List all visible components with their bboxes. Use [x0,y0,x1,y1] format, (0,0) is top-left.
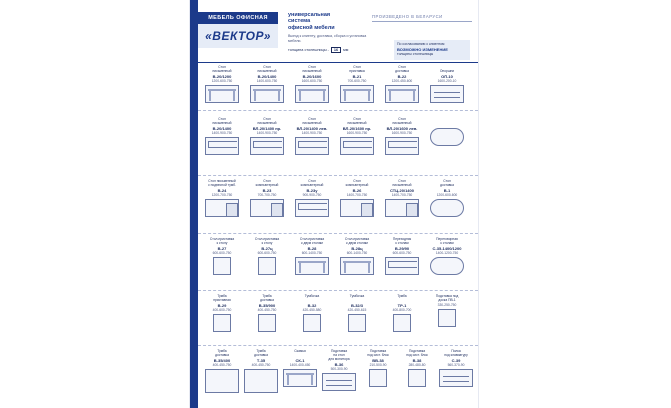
product-code: В-28ц [351,246,363,251]
product-item [247,238,287,275]
note-line-3: толщины столешницы [397,51,434,56]
product-code: В-23 [262,188,272,193]
product-item [382,238,422,275]
product-illustration [258,314,276,332]
product-item [382,295,422,332]
thickness-info [288,47,348,53]
product-title: Стол доставка [440,179,454,187]
row-divider [198,110,478,111]
product-code: В-32/3 [350,303,363,308]
product-code: С-39 [451,358,461,363]
product-code: В-28 [307,246,317,251]
product-title: Тумба доставка [260,294,274,302]
product-title: Тумба доставка [215,349,229,357]
brand-band: МЕБЕЛЬ ОФИСНАЯ [198,12,278,24]
product-dimensions: 600-1400-750 [346,251,368,255]
product-dimensions: 400-450-750 [251,363,271,367]
product-item [337,238,377,275]
catalog-divider-top [198,62,478,63]
product-title: Опоршни [439,68,455,73]
product-code: СК-1 [295,358,305,363]
product-illustration [408,369,426,387]
thickness-label: толщина столешницы - [288,48,329,52]
product-item [202,350,242,393]
product-title: Тумбочка [304,294,320,298]
product-item [292,295,332,332]
brand-logo-box [198,24,278,48]
row-divider [198,345,478,346]
product-illustration [205,369,239,393]
brand-logo: «ВЕКТОР» [205,29,271,43]
product-illustration [340,199,374,217]
product-illustration [340,137,374,155]
product-item [202,295,242,332]
product-item [337,66,377,103]
product-dimensions: 330-250-750 [437,303,457,307]
product-illustration [385,85,419,103]
product-dimensions: 1200-700-750 [211,193,233,197]
product-title: Подставка под доска ПВ-1 [435,294,459,302]
product-dimensions: 1400-400-450 [289,363,311,367]
product-code: ВЛ-20/1600 пр. [342,126,372,131]
product-item [358,350,398,387]
product-code: В-21 [352,74,362,79]
product-dimensions: 600-1400-750 [301,251,323,255]
product-dimensions: 420-450-615 [347,308,367,312]
product-illustration [439,369,473,387]
product-dimensions: 1600-600-750 [301,79,323,83]
product-illustration [385,137,419,155]
product-code: ВЛ-20/1400 лев. [296,126,328,131]
product-item [382,66,422,103]
product-illustration [250,137,284,155]
note-box [394,40,470,60]
note-emphasis: ВОЗМОЖНО ИЗМЕНЕНИЕ [397,46,448,52]
catalog-page [190,0,478,408]
product-title: Стол письменный [302,65,322,73]
product-code: В-27 [217,246,227,251]
product-illustration [438,309,456,327]
product-item [202,180,242,217]
product-title: Тумба [397,294,407,298]
product-code: Т-35 [256,358,266,363]
thickness-value: 16 [331,47,341,53]
product-illustration [340,85,374,103]
product-illustration [393,314,411,332]
product-item [241,350,281,393]
product-illustration [430,199,464,217]
product-item [202,118,242,155]
product-item [427,118,467,146]
product-item [337,118,377,155]
product-dimensions: 700-700-750 [257,193,277,197]
product-dimensions: 1400-700-750 [391,193,413,197]
product-illustration [295,137,329,155]
product-title [427,118,467,126]
product-title: Тумбочка [349,294,365,298]
product-illustration [205,137,239,155]
product-code: ВВ-38 [372,358,384,363]
product-title: Стол письменный [257,117,277,125]
product-code: ВЛ-20/1600 лев. [386,126,418,131]
product-illustration [322,373,356,391]
product-title: Тумба приставная [213,294,231,302]
product-code: В-20/1200 [212,74,232,79]
product-illustration [385,257,419,275]
product-title: Стол-приставка к столу [254,237,280,245]
product-item [427,66,467,103]
product-dimensions: 560-370-90 [447,363,465,367]
product-dimensions: 1200-450-600 [391,79,413,83]
product-item [247,66,287,103]
product-illustration [283,369,317,387]
product-dimensions: 400-450-750 [257,308,277,312]
product-illustration [250,199,284,217]
product-dimensions: 280-480-80 [408,363,426,367]
product-item [382,180,422,217]
product-dimensions: 1600-900-750 [346,131,368,135]
product-dimensions: 1600-200-10 [437,79,457,83]
headline: универсальная система офисной мебели [288,12,335,31]
product-illustration [213,314,231,332]
product-code: В-38 [412,358,422,363]
product-code: СТЦ-20/1400 [390,188,414,193]
product-item [247,118,287,155]
services-text: Выезд к клиенту, доставка, сборка и установка мебели. [288,34,367,43]
product-dimensions: 1400-1200-750 [435,251,459,255]
product-dimensions: 210-500-90 [369,363,387,367]
product-code: В-24 [217,188,227,193]
product-item [292,66,332,103]
product-title: Стол компьютерный [300,179,324,187]
product-title: Подставка под сист. блок [406,349,428,357]
product-illustration [348,314,366,332]
product-illustration [205,199,239,217]
product-code: В-35/400 [213,358,231,363]
product-code: В-22 [397,74,407,79]
product-item [427,295,467,327]
product-dimensions: 1200-600-600 [436,193,458,197]
product-code: В-23у [306,188,318,193]
product-dimensions: 1400-900-750 [211,131,233,135]
product-title: Скамья [294,349,306,353]
note-line-1: По согласованию с клиентом [397,42,445,46]
product-code: В-32 [307,303,317,308]
product-title: Стол письменный [212,65,232,73]
product-dimensions: 500-300-90 [330,366,348,371]
product-title: Стол письменный [212,117,232,125]
product-item [436,350,476,387]
product-code: В-29 [217,303,227,308]
product-item [247,295,287,332]
product-title: Переговорная к столам [436,237,458,245]
product-illustration [250,85,284,103]
product-illustration [244,369,278,393]
product-title: Полка под клавиатуру [444,349,468,357]
product-illustration [385,199,419,217]
product-dimensions: 400-450-750 [212,363,232,367]
product-item [319,350,359,391]
product-illustration [295,199,329,217]
product-illustration [295,257,329,275]
product-dimensions: 1400-600-750 [256,79,278,83]
product-code: В-20/1600 [302,74,322,79]
product-item [280,350,320,387]
product-dimensions: 400-800-700 [392,308,412,312]
product-code: ВЛ-20/1400 пр. [252,126,282,131]
product-illustration [258,257,276,275]
product-code: В-20/1400 [257,74,277,79]
product-dimensions: 600-600-750 [212,251,232,255]
product-illustration [295,85,329,103]
product-dimensions: 400-600-750 [212,308,232,312]
product-illustration [205,85,239,103]
product-item [337,180,377,217]
product-illustration [430,257,464,275]
product-title: Стол письменный [302,117,322,125]
row-divider [198,233,478,234]
product-title: Стол письменный [392,179,412,187]
product-dimensions: 1400-900-750 [256,131,278,135]
product-title: Стол компьютерный [255,179,279,187]
product-item [382,118,422,155]
product-illustration [430,128,464,146]
product-title: Стол письменный [392,117,412,125]
product-code: В-27ц [261,246,273,251]
product-item [427,238,467,275]
product-title: Стол-приставка к столу [209,237,235,245]
product-item [292,118,332,155]
product-dimensions: 900-900-750 [302,193,322,197]
product-title: Стол-приставка к двум столам [344,237,370,245]
product-title: Стол письменный с подвесной тумб. [208,179,236,187]
product-title: Подставка на стол для монитора [328,349,350,361]
product-title: Тумба доставка [254,349,268,357]
product-code: ТР-1 [397,303,407,308]
product-dimensions: 700-600-750 [347,79,367,83]
product-illustration [340,257,374,275]
product-item [292,238,332,275]
thickness-unit: мм [343,48,349,52]
row-divider [198,290,478,291]
product-code: В-1 [443,188,451,193]
origin-label: ПРОИЗВЕДЕНО В БЕЛАРУСИ [372,14,472,22]
product-title: Стол приставка [349,65,365,73]
product-code: В-36 [334,361,344,367]
product-title: Стол письменный [257,65,277,73]
product-item [397,350,437,387]
product-item [337,295,377,332]
product-dimensions: 420-450-580 [302,308,322,312]
row-divider [198,175,478,176]
product-dimensions: 1400-700-750 [346,193,368,197]
product-illustration [213,257,231,275]
product-dimensions: 1200-600-750 [211,79,233,83]
product-dimensions: 1600-900-750 [391,131,413,135]
product-code: В-20/1400 [212,126,232,131]
product-title: Стол доставка [395,65,409,73]
product-title: Стол-приставка к двум столам [299,237,325,245]
product-title: Стол компьютерный [345,179,369,187]
product-item [427,180,467,217]
product-title: Переходник к столам [392,237,412,245]
product-item [247,180,287,217]
product-code: ОП-10 [441,74,453,79]
product-item [292,180,332,217]
product-title: Подставка под сист. блок [367,349,389,357]
product-title: Стол письменный [347,117,367,125]
product-dimensions: 600-600-750 [392,251,412,255]
product-dimensions: 600-600-750 [257,251,277,255]
product-code: С-35-1400/1200 [432,246,462,251]
product-item [202,238,242,275]
product-illustration [430,85,464,103]
product-code: В-35/900 [258,303,276,308]
product-illustration [369,369,387,387]
product-code: В-26 [352,188,362,193]
product-code: В-29/90 [394,246,410,251]
left-accent-strip [190,0,198,408]
product-item [202,66,242,103]
product-illustration [303,314,321,332]
product-dimensions: 1400-900-750 [301,131,323,135]
